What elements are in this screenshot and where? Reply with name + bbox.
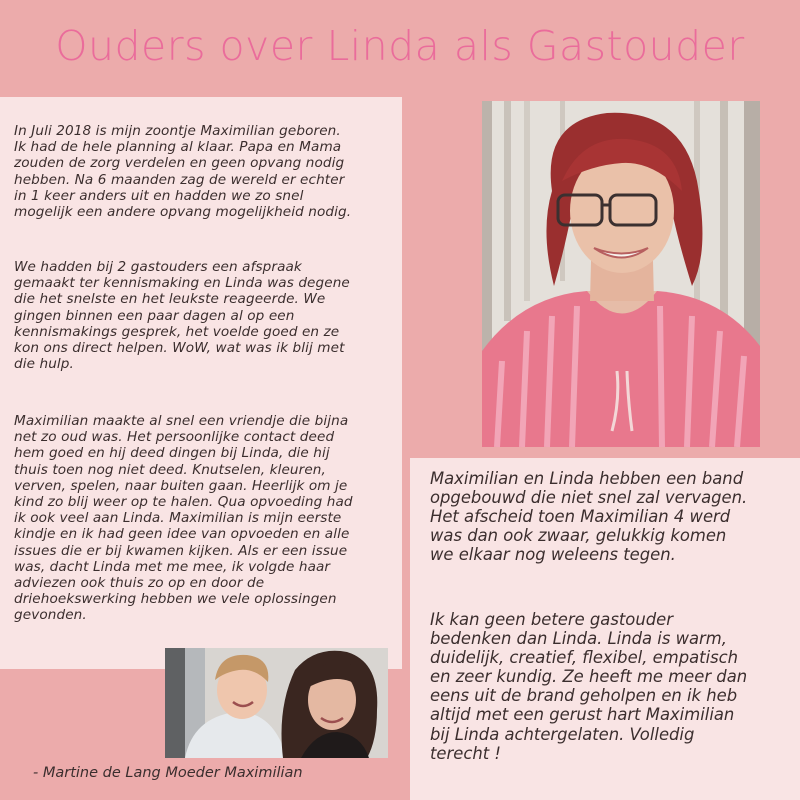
testimonial-paragraph: Maximilian maakte al snel een vriendje die bijna net zo oud was. Het persoonlijke contact deed hem goed en hij deed dingen bij Linda, die hij thuis toen nog niet deed. Knutselen, kleuren, verven, spelen, naar buiten gaan. Heerlijk om je kind zo blij weer op te halen. Qua opvoeding had ik ook veel aan Linda. Maximilian is mijn eerste kindje en ik had geen idee van opvoeden en alle issues die er bij kwamen kijken. Als er een issue was, dacht Linda met me mee, ik volgde haar adviezen ook thuis zo op en door de driehoekswerking hebben we vele oplossingen gevonden.	[14, 413, 353, 624]
testimonial-signature: - Martine de Lang Moeder Maximilian	[33, 765, 303, 781]
linda-photo	[482, 101, 760, 447]
page-title: Ouders over Linda als Gastouder	[55, 22, 745, 70]
testimonial-paragraph: In Juli 2018 is mijn zoontje Maximilian geboren. Ik had de hele planning al klaar. Papa en Mama zouden de zorg verdelen en geen opvang nodig hebben. Na 6 maanden zag de wereld er echter in 1 keer anders uit en hadden we zo snel mogelijk een andere opvang mogelijkheid nodig.	[14, 123, 352, 221]
testimonial-paragraph: Maximilian en Linda hebben een band opgebouwd die niet snel zal vervagen. Het afscheid toen Maximilian 4 werd was dan ook zwaar, gelukkig komen we elkaar nog weleens tegen.	[430, 469, 748, 565]
testimonial-paragraph: Ik kan geen betere gastouder bedenken dan Linda. Linda is warm, duidelijk, creatief, flexibel, empatisch en zeer kundig. Ze heeft me meer dan eens uit de brand geholpen en ik heb altijd met een gerust hart Maximilian bij Linda achtergelaten. Volledig terecht !	[430, 610, 748, 763]
maximilian-and-mother-photo	[165, 648, 388, 758]
testimonial-paragraph: We hadden bij 2 gastouders een afspraak gemaakt ter kennismaking en Linda was degene die het snelste en het leukste reageerde. We gingen binnen een paar dagen al op een kennismakings gesprek, het voelde goed en ze kon ons direct helpen. WoW, wat was ik blij met die hulp.	[14, 259, 350, 373]
